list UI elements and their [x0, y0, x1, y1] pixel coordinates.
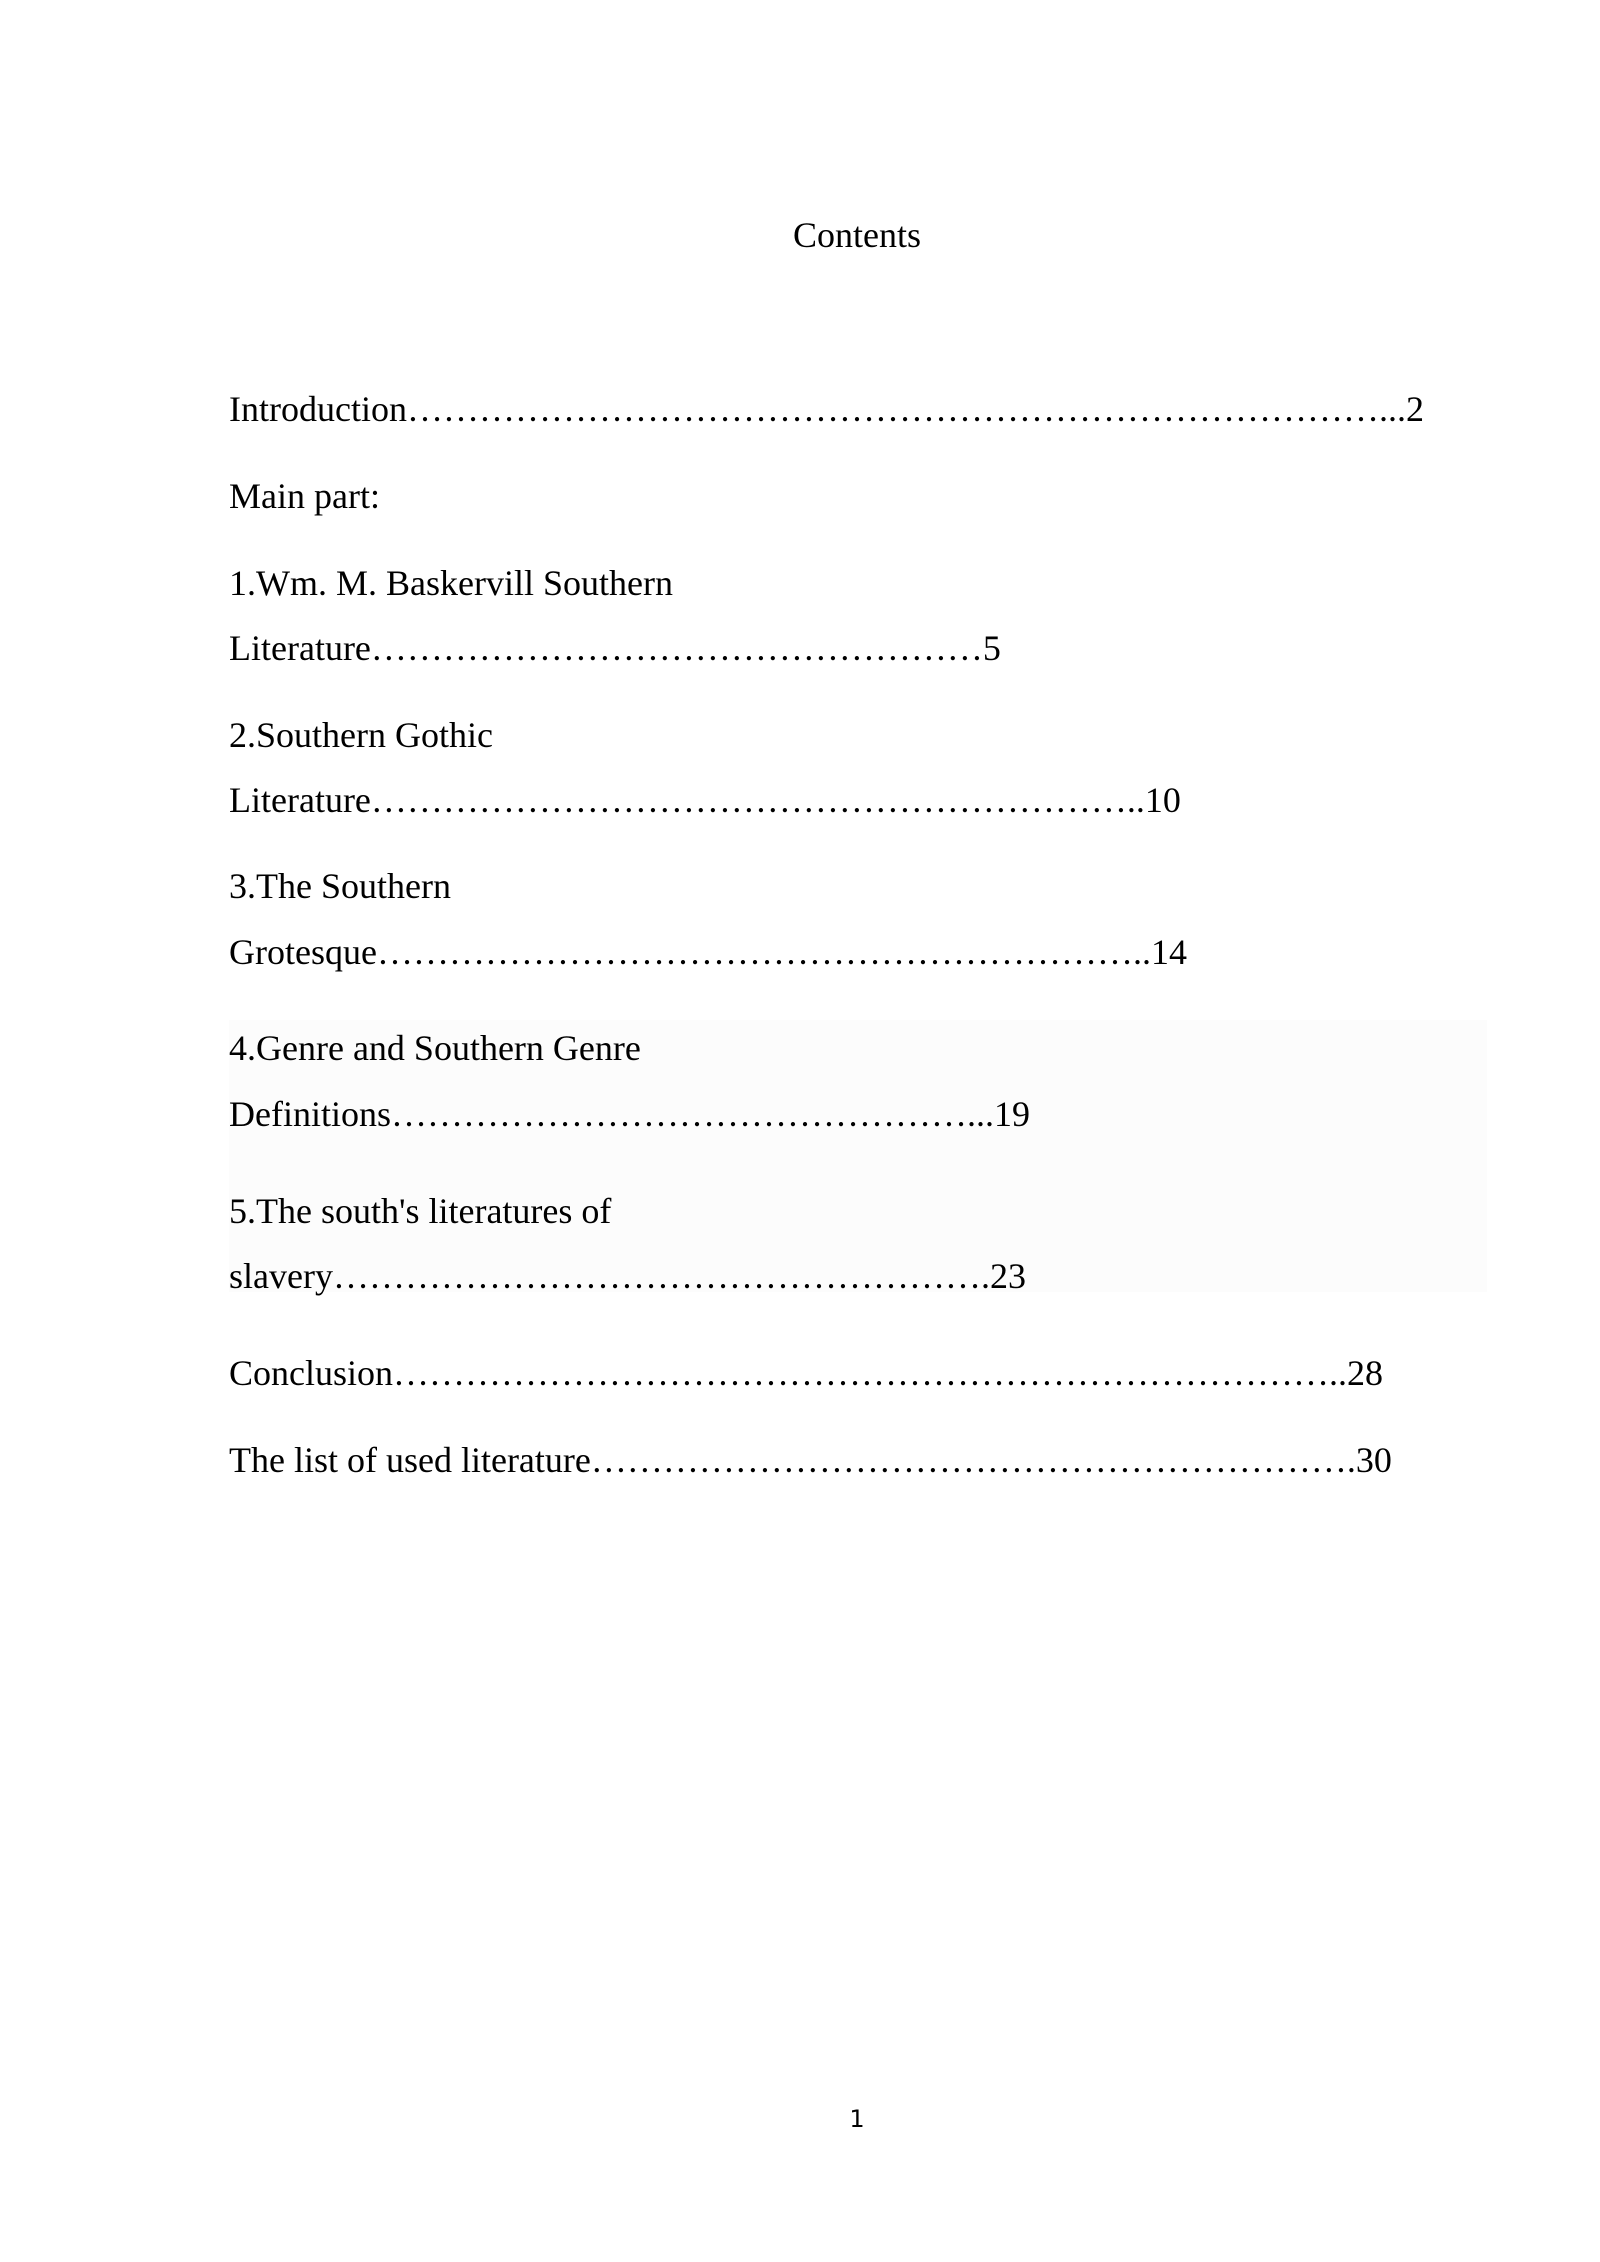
toc-entry-5-title: 5.The south's literatures of	[229, 1191, 612, 1231]
toc-entry-2-leader: Literature………………………………………………………..10	[229, 780, 1181, 820]
page-number: 1	[849, 2105, 865, 2133]
page-title: Contents	[792, 215, 921, 255]
toc-entry-3-title: 3.The Southern	[229, 866, 451, 906]
toc-entry-1-leader: Literature……………………………………………5	[229, 628, 1001, 668]
toc-entry-1-title: 1.Wm. M. Baskervill Southern	[229, 563, 673, 603]
toc-entry-conclusion: Conclusion……………………………………………………………………..28	[229, 1353, 1384, 1393]
toc-entry-used-literature: The list of used literature……………………………………………………….30	[229, 1440, 1392, 1480]
toc-entry-5-leader: slavery……………………………………………….23	[229, 1256, 1026, 1296]
toc-entry-3-leader: Grotesque………………………………………………………..14	[229, 932, 1187, 972]
toc-entry-4-leader: Definitions…………………………………………...19	[229, 1094, 1030, 1134]
toc-heading-main-part: Main part:	[229, 476, 380, 516]
toc-entry-introduction: Introduction………………………………………………………………………...2	[229, 389, 1424, 429]
toc-entry-2-title: 2.Southern Gothic	[229, 715, 493, 755]
toc-entry-4-title: 4.Genre and Southern Genre	[229, 1028, 641, 1068]
